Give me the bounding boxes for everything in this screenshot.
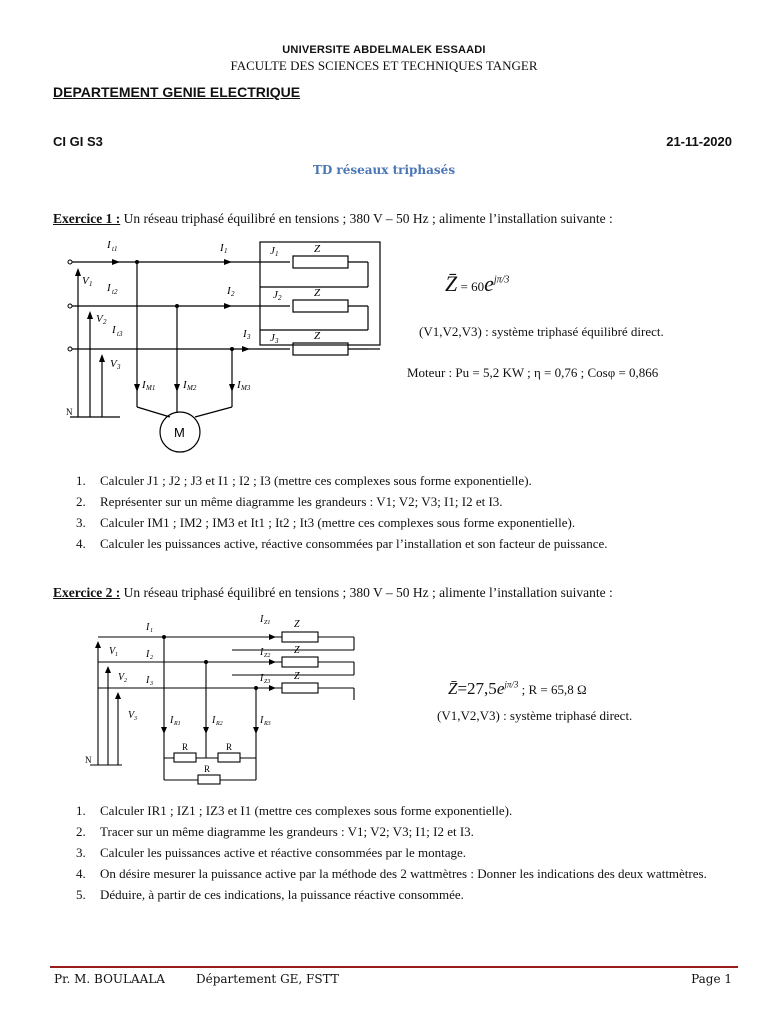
svg-text:1: 1 (89, 280, 93, 288)
svg-text:I: I (260, 614, 264, 625)
svg-text:3: 3 (247, 333, 251, 341)
list-item: 1. Calculer J1 ; J2 ; J3 et I1 ; I2 ; I3 (mettre ces complexes sous forme exponentielle). (76, 473, 532, 488)
footer-page-number: Page 1 (691, 972, 732, 986)
svg-text:M2: M2 (187, 384, 197, 392)
svg-text:t2: t2 (112, 288, 118, 296)
svg-text:I: I (260, 647, 264, 658)
svg-text:V: V (110, 358, 117, 370)
svg-text:2: 2 (150, 655, 153, 661)
svg-text:Z: Z (314, 243, 321, 255)
svg-text:R3: R3 (264, 721, 271, 727)
exercise-1-label: Exercice 1 : (53, 211, 121, 226)
exercise-2-circuit (82, 610, 372, 790)
svg-text:3: 3 (117, 363, 121, 371)
svg-text:Z1: Z1 (264, 620, 271, 626)
svg-text:Z: Z (314, 330, 321, 342)
svg-text:I: I (260, 673, 264, 684)
svg-text:Z: Z (294, 645, 300, 656)
list-item: 3. Calculer les puissances active et réactive consommées par le montage. (76, 845, 467, 860)
svg-text:I: I (146, 622, 150, 633)
ex1-question-list (54, 472, 734, 556)
ex1-system: (V1,V2,V3) : système triphasé équilibré direct. (419, 324, 664, 339)
page-title: TD réseaux triphasés (312, 163, 456, 177)
footer-author: Pr. M. BOULAALA (54, 972, 165, 986)
svg-text:I: I (146, 649, 150, 660)
class-code: CI GI S3 (53, 134, 103, 149)
list-item: 4. On désire mesurer la puissance active par la méthode des 2 wattmètres : Donner les indications des deux wattmètres. (76, 866, 707, 881)
svg-text:R: R (182, 742, 189, 752)
svg-text:I: I (243, 328, 247, 340)
exercise-2-label: Exercice 2 : (53, 585, 121, 600)
svg-text:I: I (237, 379, 241, 391)
footer-divider (50, 966, 738, 968)
svg-text:Z: Z (294, 671, 300, 682)
svg-text:V: V (82, 275, 89, 287)
svg-text:R: R (204, 764, 211, 774)
list-item: 2. Représenter sur un même diagramme les grandeurs : V1; V2; V3; I1; I2 et I3. (76, 494, 503, 509)
ex2-question-list (54, 802, 738, 907)
svg-text:2: 2 (278, 294, 282, 302)
svg-text:1: 1 (115, 652, 118, 658)
svg-text:2: 2 (103, 318, 107, 326)
svg-text:t1: t1 (112, 245, 118, 253)
svg-text:R2: R2 (216, 721, 223, 727)
svg-text:1: 1 (275, 250, 279, 258)
ex1-motor: Moteur : Pu = 5,2 KW ; η = 0,76 ; Cosφ = 0,866 (407, 365, 659, 380)
ex1-z-formula: Z̄ = $60e^{j\pi/3}$ (445, 271, 510, 296)
ex2-system: (V1,V2,V3) : système triphasé direct. (437, 708, 633, 723)
svg-text:I: I (220, 242, 224, 254)
svg-text:M1: M1 (146, 384, 156, 392)
svg-text:3: 3 (275, 337, 279, 345)
exercise-1-heading (53, 211, 613, 227)
svg-text:I: I (170, 715, 174, 726)
svg-text:1: 1 (224, 247, 228, 255)
svg-text:V: V (118, 672, 125, 683)
list-item: 4. Calculer les puissances active, réactive consommées par l’installation et son facteur de puissance. (76, 536, 608, 551)
list-item: 1. Calculer IR1 ; IZ1 ; IZ3 et I1 (mettre ces complexes sous forme exponentielle). (76, 803, 513, 818)
svg-text:I: I (112, 324, 116, 336)
svg-text:J: J (270, 245, 275, 257)
exercise-1-circuit (60, 232, 400, 464)
list-item: 3. Calculer IM1 ; IM2 ; IM3 et It1 ; It2 ; It3 (mettre ces complexes sous forme exponentielle). (76, 515, 576, 530)
svg-text:V: V (109, 646, 116, 657)
svg-text:I: I (227, 285, 231, 297)
svg-text:t3: t3 (117, 330, 123, 338)
svg-text:Z: Z (294, 619, 300, 630)
svg-text:I: I (107, 282, 111, 294)
svg-text:R: R (226, 742, 233, 752)
svg-text:M: M (174, 425, 185, 440)
svg-text:3: 3 (134, 716, 137, 722)
svg-text:J: J (270, 332, 275, 344)
svg-text:Z: Z (314, 287, 321, 299)
department-title: DEPARTEMENT GENIE ELECTRIQUE (53, 84, 301, 100)
svg-text:N: N (66, 407, 73, 417)
svg-text:I: I (107, 239, 111, 251)
svg-text:2: 2 (231, 290, 235, 298)
ex2-z-formula: $Z̄=27,5e^{j\pi/3}$ ; R = 65,8 Ω (448, 679, 587, 698)
exercise-2-heading (53, 585, 613, 601)
list-item: 2. Tracer sur un même diagramme les grandeurs : V1; V2; V3; I1; I2 et I3. (76, 824, 474, 839)
university-name: UNIVERSITE ABDELMALEK ESSAADI (282, 44, 486, 56)
svg-text:Z2: Z2 (264, 653, 271, 659)
svg-text:R1: R1 (174, 721, 181, 727)
svg-text:I: I (260, 715, 264, 726)
svg-text:N: N (85, 755, 92, 765)
svg-text:I: I (183, 379, 187, 391)
svg-text:Z3: Z3 (264, 679, 271, 685)
footer-department: Département GE, FSTT (196, 972, 339, 986)
svg-text:I: I (142, 379, 146, 391)
svg-text:I: I (146, 675, 150, 686)
svg-text:M3: M3 (241, 384, 251, 392)
exercise-1-intro: Un réseau triphasé équilibré en tensions ; 380 V – 50 Hz ; alimente l’installation suivante : (120, 211, 613, 226)
exercise-2-intro: Un réseau triphasé équilibré en tensions ; 380 V – 50 Hz ; alimente l’installation suivante : (120, 585, 613, 600)
svg-text:2: 2 (124, 678, 127, 684)
svg-text:V: V (96, 313, 103, 325)
svg-text:V: V (128, 710, 135, 721)
svg-text:1: 1 (150, 628, 153, 634)
faculty-name: FACULTE DES SCIENCES ET TECHNIQUES TANGER (230, 58, 538, 73)
document-date: 21-11-2020 (666, 134, 732, 149)
svg-text:J: J (273, 289, 278, 301)
svg-text:3: 3 (150, 681, 153, 687)
svg-text:I: I (212, 715, 216, 726)
list-item: 5. Déduire, à partir de ces indications, la puissance réactive consommée. (76, 887, 464, 902)
